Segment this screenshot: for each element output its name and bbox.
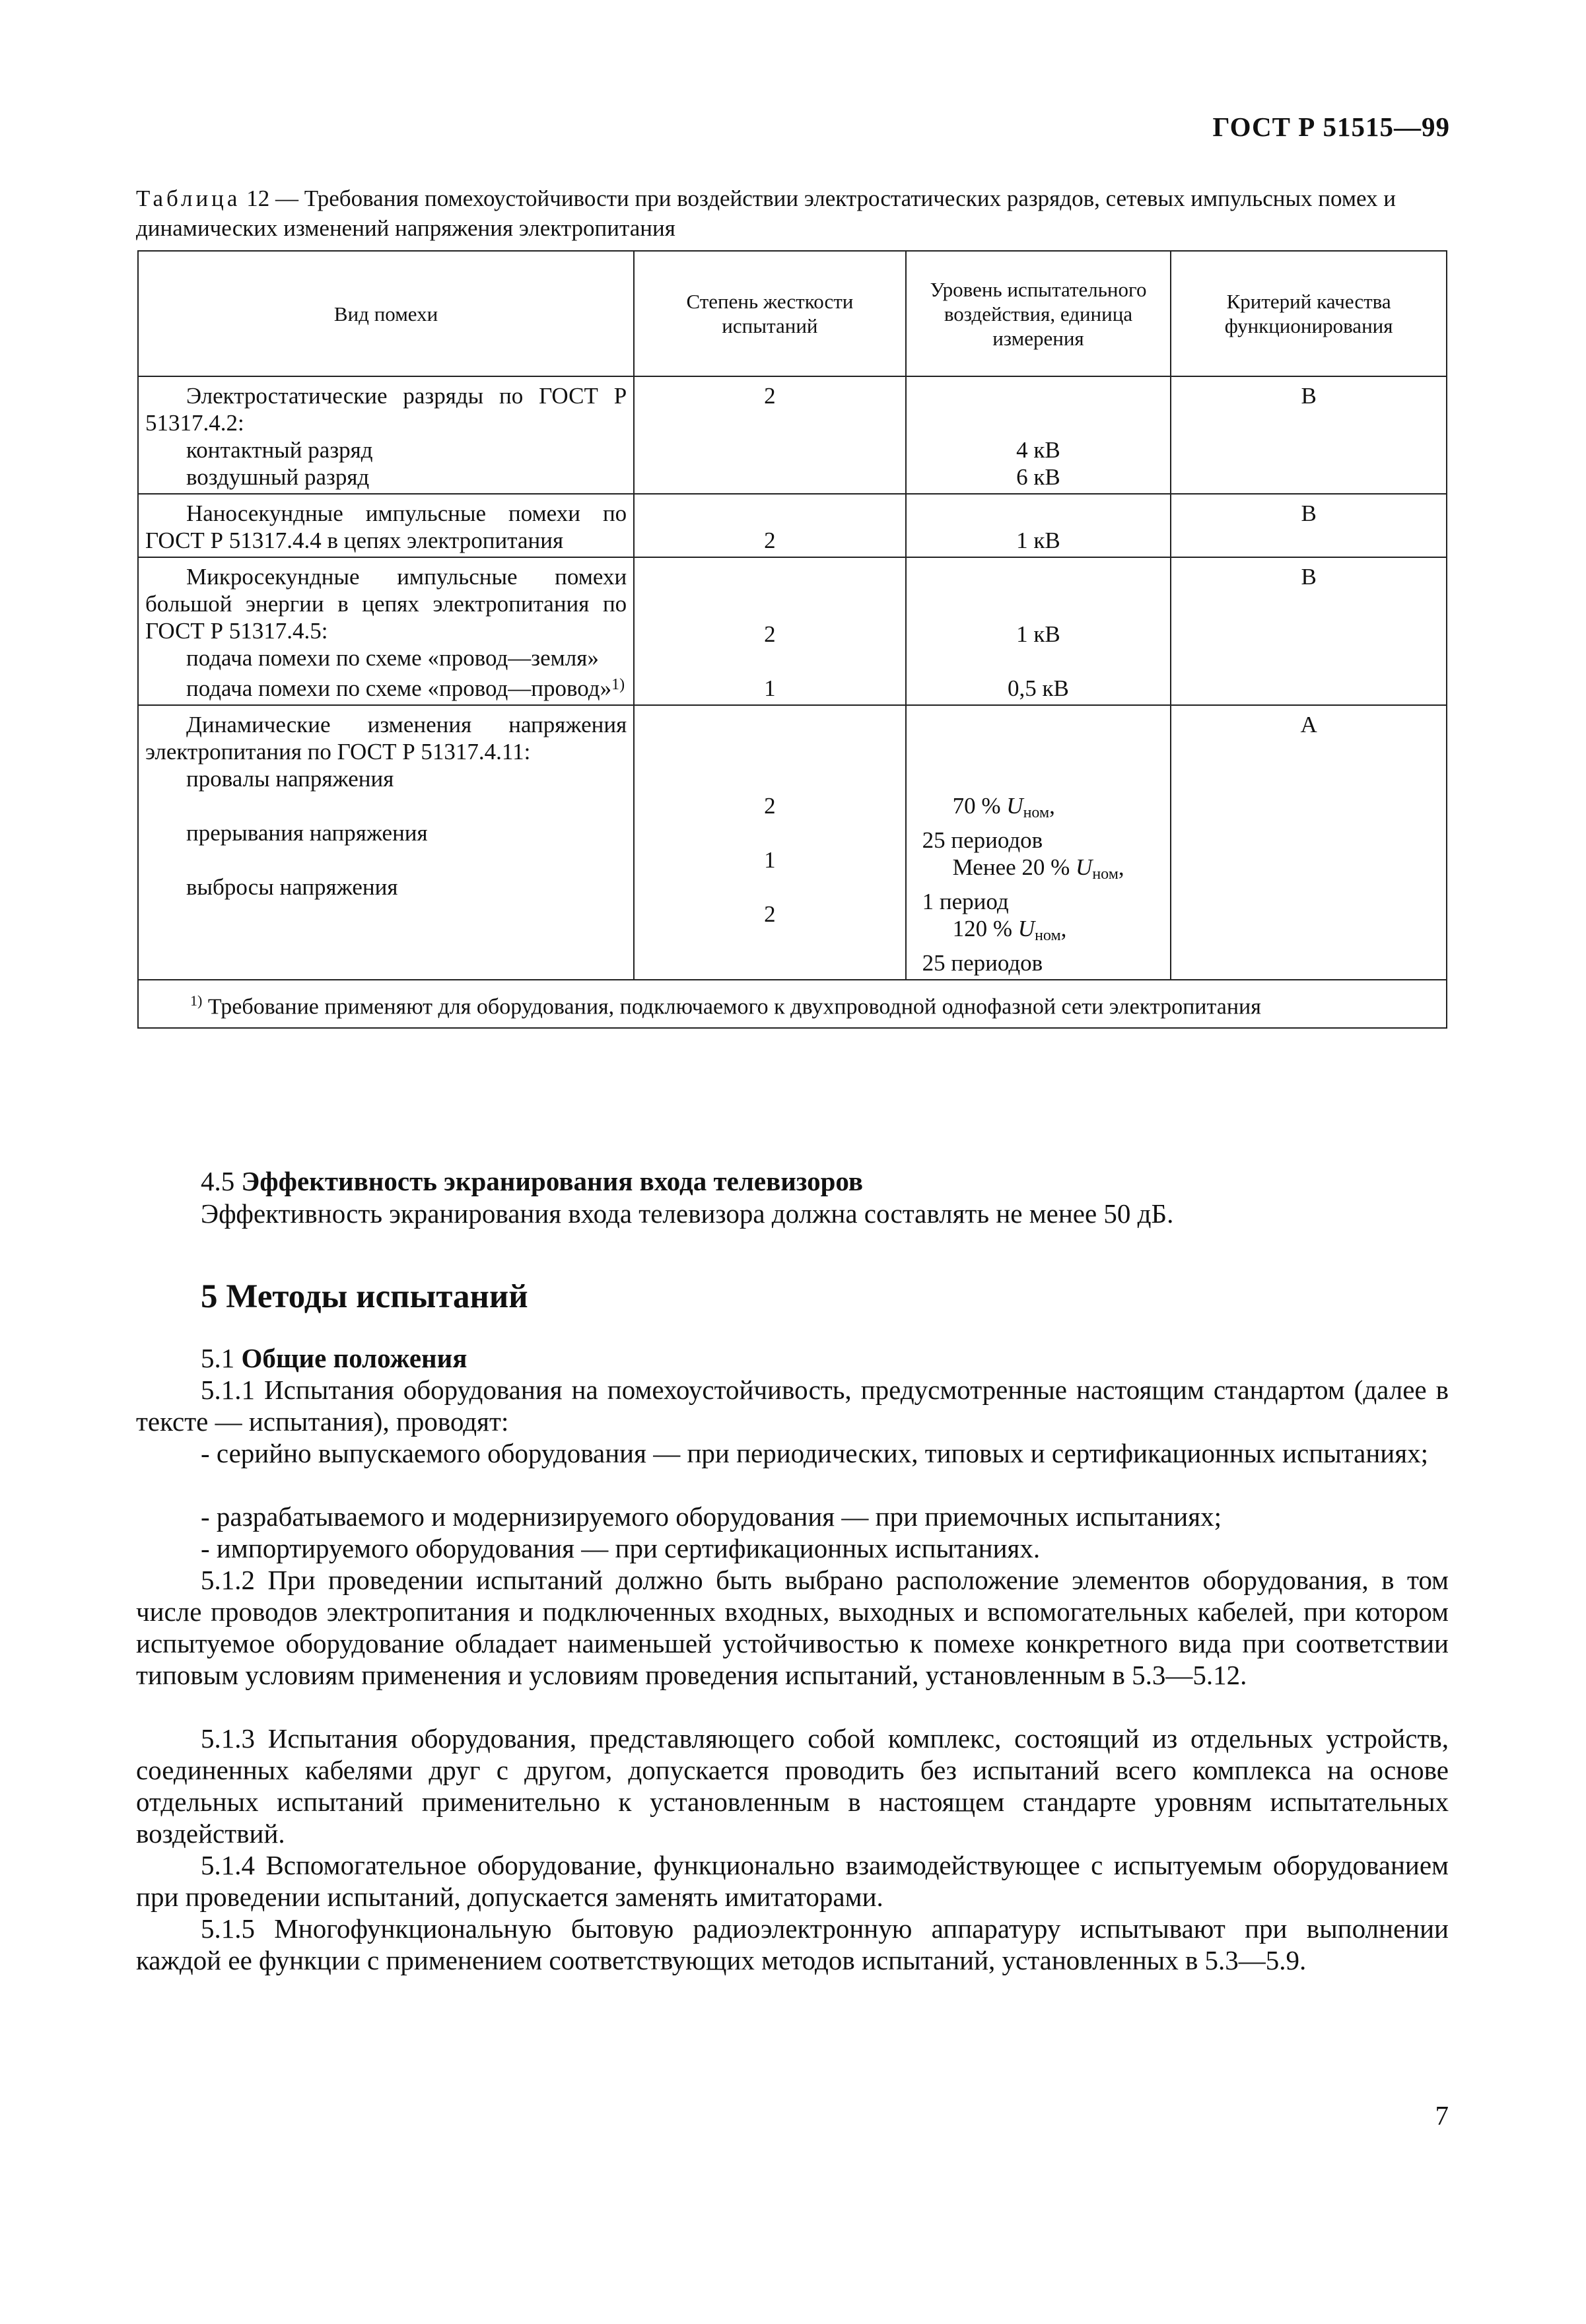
cell-kind — [138, 376, 634, 494]
cell-level — [906, 557, 1171, 705]
criterion-value: B — [1301, 500, 1317, 526]
row-title: Микросекундные импульсные помехи большой энергии в цепях электропитания по ГОСТ Р 51317.4.5: — [145, 564, 627, 644]
header-severity: Степень жесткости испытаний — [634, 251, 905, 376]
level-value: 1 кВ — [1016, 528, 1060, 553]
level-value: 25 периодов — [922, 950, 1043, 976]
level-value: 6 кВ — [1016, 464, 1060, 490]
level-value: 120 % $U_{ном}$, — [952, 916, 1067, 944]
section-number: 5.1 — [201, 1343, 235, 1373]
level-subscript: ном — [1092, 866, 1119, 883]
row-sub — [145, 671, 627, 702]
section-4-5-text: Эффективность экранирования входа телевизора должна составлять не менее 50 дБ. — [201, 1198, 1174, 1229]
cell-level — [906, 376, 1171, 494]
level-value: 1 кВ — [1016, 621, 1060, 647]
row-title: Наносекундные импульсные помехи по ГОСТ Р 51317.4.4 в цепях электропитания — [145, 500, 627, 553]
table-row-nano — [138, 494, 1447, 557]
table-header-row — [138, 251, 1447, 376]
cell-kind — [138, 557, 634, 705]
level-value: 25 периодов — [922, 827, 1043, 853]
severity-value: 2 — [764, 528, 776, 553]
document-code: ГОСТ Р 51515—99 — [1212, 112, 1450, 142]
cell-severity — [634, 705, 905, 980]
cell-kind — [138, 494, 634, 557]
section-4-5-heading — [201, 1165, 1449, 1198]
requirements-table — [137, 250, 1447, 1029]
row-title: Динамические изменения напряжения электропитания по ГОСТ Р 51317.4.11: — [145, 712, 627, 765]
section-5-title: 5 Методы испытаний — [201, 1278, 528, 1315]
severity-value: 2 — [764, 621, 776, 647]
cell-level — [906, 705, 1171, 980]
bullet-item: - серийно выпускаемого оборудования — при периодических, типовых и сертификационных испытаниях; — [201, 1438, 1428, 1468]
cell-criterion — [1171, 705, 1447, 980]
row-sub: воздушный разряд — [186, 464, 370, 490]
table-row-dyn — [138, 705, 1447, 980]
page-number: 7 — [1435, 2100, 1449, 2131]
severity-value: 1 — [764, 847, 776, 873]
section-number: 4.5 — [201, 1166, 235, 1196]
cell-kind — [138, 705, 634, 980]
table-caption — [136, 184, 1449, 243]
criterion-value: B — [1301, 564, 1317, 590]
cell-criterion — [1171, 494, 1447, 557]
level-value: 70 % $U_{ном}$, — [952, 793, 1055, 821]
footnote-mark: 1) — [190, 992, 203, 1009]
cell-level — [906, 494, 1171, 557]
row-sub: прерывания напряжения — [186, 820, 428, 846]
paragraph-5-1-1: 5.1.1 Испытания оборудования на помехоустойчивость, предусмотренные настоящим стандартом (далее в тексте — испытания), проводят: — [136, 1375, 1449, 1437]
severity-value: 1 — [764, 675, 776, 701]
level-value: 1 период — [922, 889, 1009, 914]
level-value: 4 кВ — [1016, 437, 1060, 463]
section-title: Эффективность экранирования входа телевизоров — [241, 1166, 863, 1196]
severity-value: 2 — [764, 793, 776, 819]
bullet-item: - разрабатываемого и модернизируемого оборудования — при приемочных испытаниях; — [201, 1501, 1222, 1532]
paragraph-5-1-5: 5.1.5 Многофункциональную бытовую радиоэлектронную аппаратуру испытывают при выполнении каждой ее функции с применением соответствующих методов испытаний, установленных в 5.3—5.9. — [136, 1913, 1449, 1975]
table-caption-text: 12 — Требования помехоустойчивости при воздействии электростатических разрядов, сетевых импульсных помех и динамических изменений напряжения электропитания — [136, 186, 1396, 241]
header-criterion: Критерий качества функционирования — [1171, 251, 1447, 376]
table-row-esd — [138, 376, 1447, 494]
row-title: Электростатические разряды по ГОСТ Р 51317.4.2: — [145, 383, 627, 436]
row-sub: подача помехи по схеме «провод—земля» — [186, 645, 599, 671]
paragraph-5-1-3: 5.1.3 Испытания оборудования, представляющего собой комплекс, состоящий из отдельных устройств, соединенных кабелями друг с другом, допускается проводить без испытаний всего комплекса на основе отдельных испытаний применительно к установленным в настоящем стандарте уровням испытательных воздействий. — [136, 1723, 1449, 1849]
cell-severity — [634, 494, 905, 557]
row-sub: провалы напряжения — [186, 766, 394, 792]
paragraph-5-1-4: 5.1.4 Вспомогательное оборудование, функционально взаимодействующее с испытуемым оборудованием при проведении испытаний, допускается заменять имитаторами. — [136, 1850, 1449, 1912]
row-sub: контактный разряд — [186, 437, 373, 463]
level-value: 0,5 кВ — [1008, 675, 1069, 701]
footnote-text: Требование применяют для оборудования, подключаемого к двухпроводной однофазной сети электропитания — [202, 994, 1261, 1019]
severity-value: 2 — [764, 383, 776, 409]
level-text: 120 % U — [952, 916, 1035, 941]
level-text: 70 % U — [952, 793, 1023, 819]
table-caption-word: Таблица — [136, 186, 241, 211]
bullet-item: - импортируемого оборудования — при сертификационных испытаниях. — [201, 1533, 1041, 1563]
paragraph-5-1-2: 5.1.2 При проведении испытаний должно быть выбрано расположение элементов оборудования, в том числе проводов электропитания и подключенных входных, выходных и вспомогательных кабелей, при котором испытуемое оборудование обладает наименьшей устойчивостью к помехе конкретного вида при соответствии типовым условиям применения и условиям проведения испытаний, установленным в 5.3—5.12. — [136, 1565, 1449, 1690]
level-subscript: ном — [1035, 927, 1061, 944]
severity-value: 2 — [764, 901, 776, 927]
header-level: Уровень испытательного воздействия, единица измерения — [906, 251, 1171, 376]
cell-criterion — [1171, 557, 1447, 705]
section-5-1-heading — [201, 1342, 1449, 1375]
header-kind: Вид помехи — [138, 251, 634, 376]
level-value: Менее 20 % $U_{ном}$, — [952, 854, 1124, 883]
section-title: Общие положения — [241, 1343, 467, 1373]
row-sub-text: подача помехи по схеме «провод—провод» — [186, 675, 612, 701]
footnote-ref: 1) — [611, 676, 625, 693]
table-footnote-row — [138, 980, 1447, 1028]
level-text: Менее 20 % U — [952, 854, 1093, 880]
cell-criterion — [1171, 376, 1447, 494]
criterion-value: A — [1300, 712, 1317, 737]
row-sub: выбросы напряжения — [186, 874, 398, 900]
criterion-value: B — [1301, 383, 1317, 409]
cell-severity — [634, 557, 905, 705]
cell-severity — [634, 376, 905, 494]
table-footnote — [138, 980, 1447, 1028]
table-row-micro — [138, 557, 1447, 705]
level-subscript: ном — [1023, 804, 1050, 821]
